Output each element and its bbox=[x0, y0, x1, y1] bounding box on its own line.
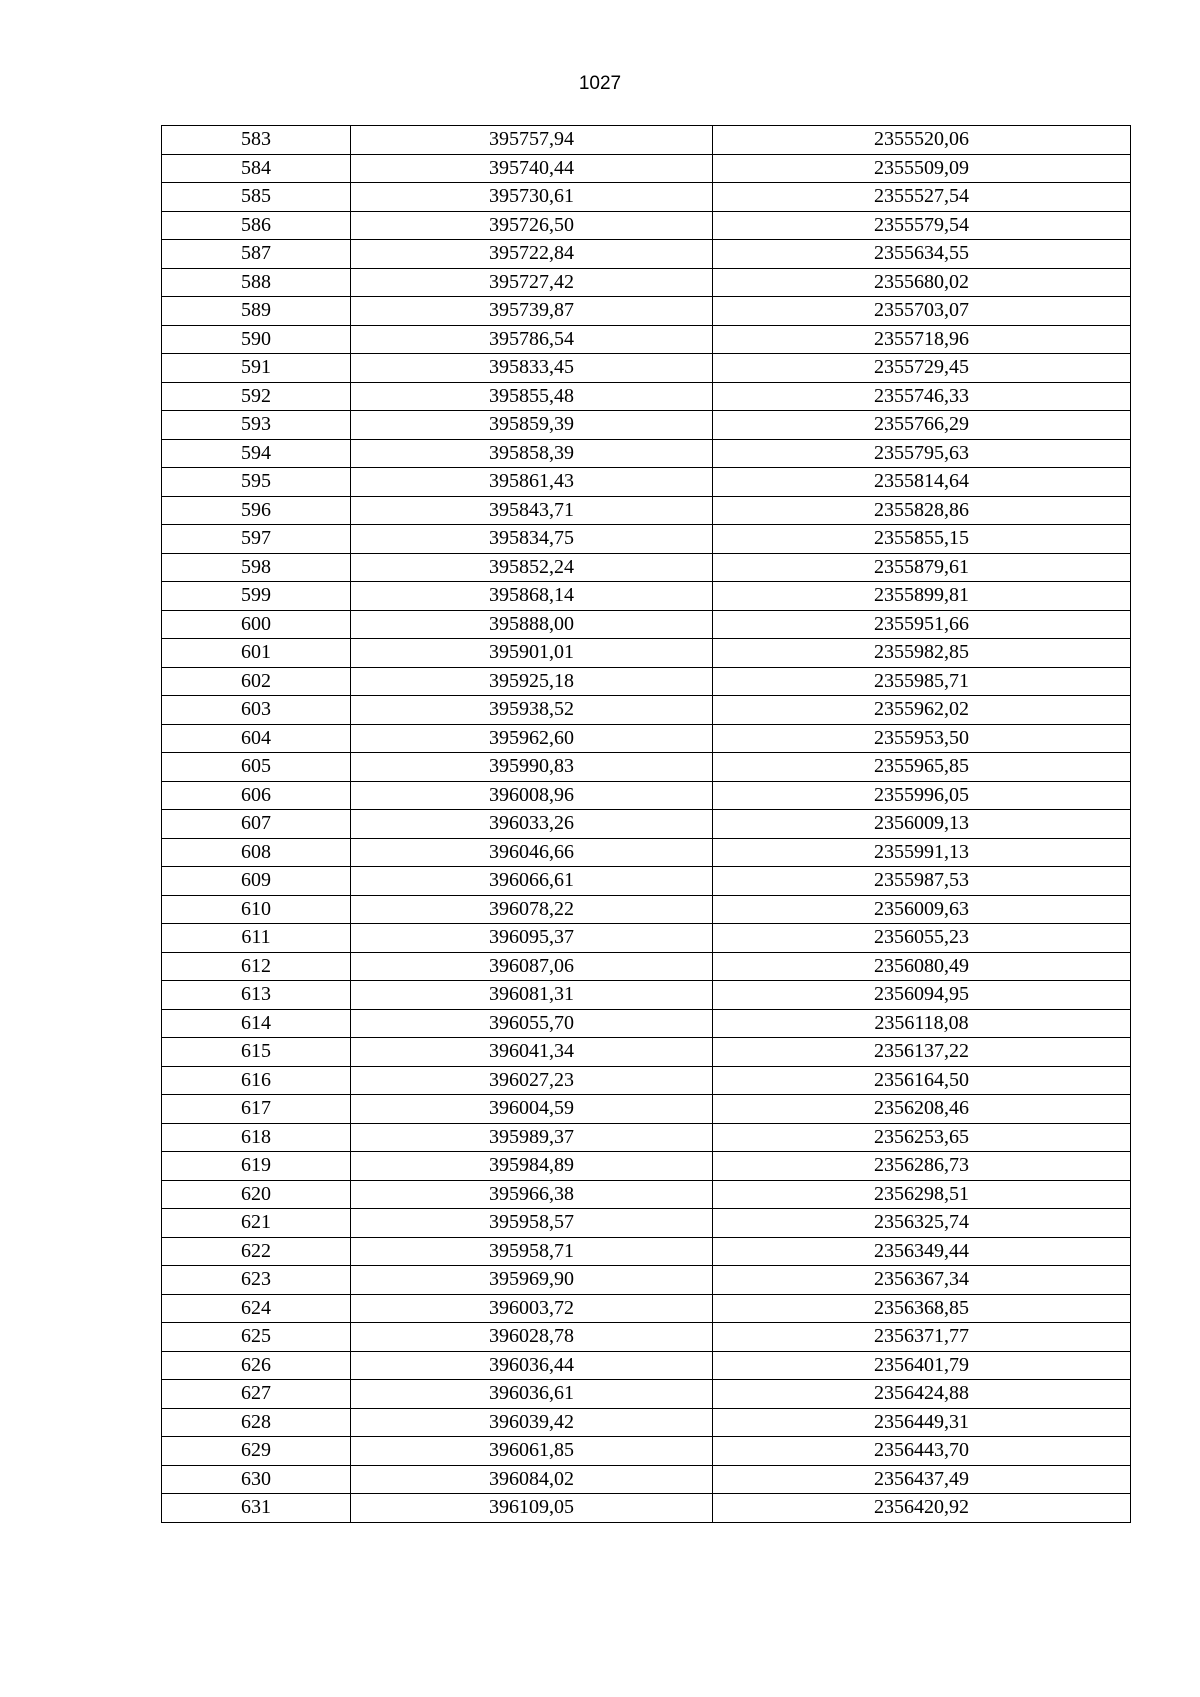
table-row bbox=[162, 1123, 1131, 1152]
table-row bbox=[162, 1209, 1131, 1238]
table-row bbox=[162, 468, 1131, 497]
table-row bbox=[162, 810, 1131, 839]
point-number-cell: 615 bbox=[162, 1038, 351, 1067]
x-coordinate-cell: 396055,70 bbox=[351, 1009, 713, 1038]
table-row bbox=[162, 1294, 1131, 1323]
table-row bbox=[162, 240, 1131, 269]
table-row bbox=[162, 639, 1131, 668]
y-coordinate-cell: 2355991,13 bbox=[713, 838, 1131, 867]
table-row bbox=[162, 1380, 1131, 1409]
y-coordinate-cell: 2356420,92 bbox=[713, 1494, 1131, 1523]
point-number-cell: 630 bbox=[162, 1465, 351, 1494]
x-coordinate-cell: 395989,37 bbox=[351, 1123, 713, 1152]
x-coordinate-cell: 396008,96 bbox=[351, 781, 713, 810]
point-number-cell: 625 bbox=[162, 1323, 351, 1352]
point-number-cell: 628 bbox=[162, 1408, 351, 1437]
y-coordinate-cell: 2356094,95 bbox=[713, 981, 1131, 1010]
y-coordinate-cell: 2355855,15 bbox=[713, 525, 1131, 554]
y-coordinate-cell: 2355879,61 bbox=[713, 553, 1131, 582]
x-coordinate-cell: 395858,39 bbox=[351, 439, 713, 468]
x-coordinate-cell: 396066,61 bbox=[351, 867, 713, 896]
y-coordinate-cell: 2356055,23 bbox=[713, 924, 1131, 953]
x-coordinate-cell: 395722,84 bbox=[351, 240, 713, 269]
x-coordinate-cell: 396095,37 bbox=[351, 924, 713, 953]
x-coordinate-cell: 396046,66 bbox=[351, 838, 713, 867]
point-number-cell: 592 bbox=[162, 382, 351, 411]
y-coordinate-cell: 2355634,55 bbox=[713, 240, 1131, 269]
table-row bbox=[162, 183, 1131, 212]
point-number-cell: 591 bbox=[162, 354, 351, 383]
y-coordinate-cell: 2356009,63 bbox=[713, 895, 1131, 924]
table-row bbox=[162, 1095, 1131, 1124]
table-row bbox=[162, 952, 1131, 981]
x-coordinate-cell: 395969,90 bbox=[351, 1266, 713, 1295]
point-number-cell: 607 bbox=[162, 810, 351, 839]
y-coordinate-cell: 2355729,45 bbox=[713, 354, 1131, 383]
y-coordinate-cell: 2355746,33 bbox=[713, 382, 1131, 411]
table-row bbox=[162, 781, 1131, 810]
point-number-cell: 605 bbox=[162, 753, 351, 782]
y-coordinate-cell: 2356449,31 bbox=[713, 1408, 1131, 1437]
point-number-cell: 594 bbox=[162, 439, 351, 468]
point-number-cell: 609 bbox=[162, 867, 351, 896]
y-coordinate-cell: 2355996,05 bbox=[713, 781, 1131, 810]
table-row bbox=[162, 525, 1131, 554]
table-row bbox=[162, 211, 1131, 240]
y-coordinate-cell: 2356367,34 bbox=[713, 1266, 1131, 1295]
point-number-cell: 603 bbox=[162, 696, 351, 725]
y-coordinate-cell: 2355951,66 bbox=[713, 610, 1131, 639]
x-coordinate-cell: 395730,61 bbox=[351, 183, 713, 212]
table-row bbox=[162, 1237, 1131, 1266]
table-row bbox=[162, 325, 1131, 354]
point-number-cell: 597 bbox=[162, 525, 351, 554]
x-coordinate-cell: 395834,75 bbox=[351, 525, 713, 554]
table-row bbox=[162, 724, 1131, 753]
point-number-cell: 584 bbox=[162, 154, 351, 183]
point-number-cell: 604 bbox=[162, 724, 351, 753]
y-coordinate-cell: 2356349,44 bbox=[713, 1237, 1131, 1266]
table-row bbox=[162, 1152, 1131, 1181]
x-coordinate-cell: 395958,71 bbox=[351, 1237, 713, 1266]
x-coordinate-cell: 395859,39 bbox=[351, 411, 713, 440]
y-coordinate-cell: 2355509,09 bbox=[713, 154, 1131, 183]
y-coordinate-cell: 2356443,70 bbox=[713, 1437, 1131, 1466]
table-row bbox=[162, 895, 1131, 924]
table-row bbox=[162, 1351, 1131, 1380]
point-number-cell: 623 bbox=[162, 1266, 351, 1295]
point-number-cell: 622 bbox=[162, 1237, 351, 1266]
table-row bbox=[162, 838, 1131, 867]
y-coordinate-cell: 2355520,06 bbox=[713, 126, 1131, 155]
y-coordinate-cell: 2355987,53 bbox=[713, 867, 1131, 896]
point-number-cell: 588 bbox=[162, 268, 351, 297]
point-number-cell: 595 bbox=[162, 468, 351, 497]
x-coordinate-cell: 395962,60 bbox=[351, 724, 713, 753]
table-row bbox=[162, 496, 1131, 525]
y-coordinate-cell: 2355828,86 bbox=[713, 496, 1131, 525]
x-coordinate-cell: 395833,45 bbox=[351, 354, 713, 383]
x-coordinate-cell: 395938,52 bbox=[351, 696, 713, 725]
x-coordinate-cell: 395852,24 bbox=[351, 553, 713, 582]
point-number-cell: 589 bbox=[162, 297, 351, 326]
table-row bbox=[162, 753, 1131, 782]
table-row bbox=[162, 553, 1131, 582]
x-coordinate-cell: 396003,72 bbox=[351, 1294, 713, 1323]
point-number-cell: 626 bbox=[162, 1351, 351, 1380]
y-coordinate-cell: 2355814,64 bbox=[713, 468, 1131, 497]
table-row bbox=[162, 411, 1131, 440]
point-number-cell: 599 bbox=[162, 582, 351, 611]
point-number-cell: 590 bbox=[162, 325, 351, 354]
y-coordinate-cell: 2356208,46 bbox=[713, 1095, 1131, 1124]
y-coordinate-cell: 2355527,54 bbox=[713, 183, 1131, 212]
point-number-cell: 587 bbox=[162, 240, 351, 269]
x-coordinate-cell: 396033,26 bbox=[351, 810, 713, 839]
point-number-cell: 614 bbox=[162, 1009, 351, 1038]
table-row bbox=[162, 1266, 1131, 1295]
table-row bbox=[162, 297, 1131, 326]
point-number-cell: 593 bbox=[162, 411, 351, 440]
table-row bbox=[162, 354, 1131, 383]
y-coordinate-cell: 2355982,85 bbox=[713, 639, 1131, 668]
x-coordinate-cell: 395740,44 bbox=[351, 154, 713, 183]
y-coordinate-cell: 2356137,22 bbox=[713, 1038, 1131, 1067]
y-coordinate-cell: 2356325,74 bbox=[713, 1209, 1131, 1238]
x-coordinate-cell: 395855,48 bbox=[351, 382, 713, 411]
y-coordinate-cell: 2355766,29 bbox=[713, 411, 1131, 440]
y-coordinate-cell: 2356401,79 bbox=[713, 1351, 1131, 1380]
point-number-cell: 602 bbox=[162, 667, 351, 696]
table-row bbox=[162, 154, 1131, 183]
x-coordinate-cell: 395966,38 bbox=[351, 1180, 713, 1209]
point-number-cell: 627 bbox=[162, 1380, 351, 1409]
x-coordinate-cell: 395786,54 bbox=[351, 325, 713, 354]
x-coordinate-cell: 396078,22 bbox=[351, 895, 713, 924]
y-coordinate-cell: 2355953,50 bbox=[713, 724, 1131, 753]
y-coordinate-cell: 2356424,88 bbox=[713, 1380, 1131, 1409]
y-coordinate-cell: 2355718,96 bbox=[713, 325, 1131, 354]
y-coordinate-cell: 2356080,49 bbox=[713, 952, 1131, 981]
x-coordinate-cell: 396027,23 bbox=[351, 1066, 713, 1095]
y-coordinate-cell: 2356286,73 bbox=[713, 1152, 1131, 1181]
x-coordinate-cell: 395984,89 bbox=[351, 1152, 713, 1181]
point-number-cell: 585 bbox=[162, 183, 351, 212]
table-row bbox=[162, 981, 1131, 1010]
table-row bbox=[162, 1408, 1131, 1437]
table-row bbox=[162, 667, 1131, 696]
table-row bbox=[162, 1066, 1131, 1095]
y-coordinate-cell: 2356009,13 bbox=[713, 810, 1131, 839]
x-coordinate-cell: 395925,18 bbox=[351, 667, 713, 696]
coordinates-table-body bbox=[162, 126, 1131, 1523]
point-number-cell: 600 bbox=[162, 610, 351, 639]
x-coordinate-cell: 395861,43 bbox=[351, 468, 713, 497]
y-coordinate-cell: 2355985,71 bbox=[713, 667, 1131, 696]
y-coordinate-cell: 2356164,50 bbox=[713, 1066, 1131, 1095]
y-coordinate-cell: 2355795,63 bbox=[713, 439, 1131, 468]
point-number-cell: 596 bbox=[162, 496, 351, 525]
x-coordinate-cell: 396041,34 bbox=[351, 1038, 713, 1067]
y-coordinate-cell: 2356298,51 bbox=[713, 1180, 1131, 1209]
x-coordinate-cell: 395757,94 bbox=[351, 126, 713, 155]
table-row bbox=[162, 582, 1131, 611]
coordinates-table bbox=[161, 125, 1131, 1523]
point-number-cell: 617 bbox=[162, 1095, 351, 1124]
x-coordinate-cell: 396028,78 bbox=[351, 1323, 713, 1352]
x-coordinate-cell: 396004,59 bbox=[351, 1095, 713, 1124]
y-coordinate-cell: 2355703,07 bbox=[713, 297, 1131, 326]
x-coordinate-cell: 396036,61 bbox=[351, 1380, 713, 1409]
x-coordinate-cell: 395990,83 bbox=[351, 753, 713, 782]
table-row bbox=[162, 610, 1131, 639]
table-row bbox=[162, 439, 1131, 468]
table-row bbox=[162, 1323, 1131, 1352]
point-number-cell: 629 bbox=[162, 1437, 351, 1466]
point-number-cell: 631 bbox=[162, 1494, 351, 1523]
x-coordinate-cell: 396087,06 bbox=[351, 952, 713, 981]
y-coordinate-cell: 2356253,65 bbox=[713, 1123, 1131, 1152]
point-number-cell: 606 bbox=[162, 781, 351, 810]
table-row bbox=[162, 1038, 1131, 1067]
table-row bbox=[162, 1180, 1131, 1209]
table-row bbox=[162, 924, 1131, 953]
y-coordinate-cell: 2356118,08 bbox=[713, 1009, 1131, 1038]
point-number-cell: 613 bbox=[162, 981, 351, 1010]
y-coordinate-cell: 2356368,85 bbox=[713, 1294, 1131, 1323]
y-coordinate-cell: 2355899,81 bbox=[713, 582, 1131, 611]
point-number-cell: 608 bbox=[162, 838, 351, 867]
table-row bbox=[162, 382, 1131, 411]
x-coordinate-cell: 395726,50 bbox=[351, 211, 713, 240]
table-row bbox=[162, 1009, 1131, 1038]
y-coordinate-cell: 2355680,02 bbox=[713, 268, 1131, 297]
x-coordinate-cell: 396081,31 bbox=[351, 981, 713, 1010]
point-number-cell: 583 bbox=[162, 126, 351, 155]
point-number-cell: 616 bbox=[162, 1066, 351, 1095]
x-coordinate-cell: 395901,01 bbox=[351, 639, 713, 668]
point-number-cell: 618 bbox=[162, 1123, 351, 1152]
table-row bbox=[162, 1494, 1131, 1523]
point-number-cell: 586 bbox=[162, 211, 351, 240]
x-coordinate-cell: 396084,02 bbox=[351, 1465, 713, 1494]
x-coordinate-cell: 396061,85 bbox=[351, 1437, 713, 1466]
table-row bbox=[162, 1437, 1131, 1466]
point-number-cell: 621 bbox=[162, 1209, 351, 1238]
point-number-cell: 601 bbox=[162, 639, 351, 668]
x-coordinate-cell: 395958,57 bbox=[351, 1209, 713, 1238]
x-coordinate-cell: 395727,42 bbox=[351, 268, 713, 297]
point-number-cell: 624 bbox=[162, 1294, 351, 1323]
x-coordinate-cell: 395843,71 bbox=[351, 496, 713, 525]
x-coordinate-cell: 395868,14 bbox=[351, 582, 713, 611]
table-row bbox=[162, 1465, 1131, 1494]
page-number: 1027 bbox=[578, 73, 622, 94]
y-coordinate-cell: 2355962,02 bbox=[713, 696, 1131, 725]
x-coordinate-cell: 395739,87 bbox=[351, 297, 713, 326]
table-row bbox=[162, 268, 1131, 297]
point-number-cell: 598 bbox=[162, 553, 351, 582]
point-number-cell: 611 bbox=[162, 924, 351, 953]
table-row bbox=[162, 867, 1131, 896]
point-number-cell: 619 bbox=[162, 1152, 351, 1181]
table-row bbox=[162, 126, 1131, 155]
point-number-cell: 620 bbox=[162, 1180, 351, 1209]
point-number-cell: 610 bbox=[162, 895, 351, 924]
x-coordinate-cell: 396039,42 bbox=[351, 1408, 713, 1437]
x-coordinate-cell: 396036,44 bbox=[351, 1351, 713, 1380]
y-coordinate-cell: 2355579,54 bbox=[713, 211, 1131, 240]
y-coordinate-cell: 2356371,77 bbox=[713, 1323, 1131, 1352]
table-row bbox=[162, 696, 1131, 725]
y-coordinate-cell: 2356437,49 bbox=[713, 1465, 1131, 1494]
y-coordinate-cell: 2355965,85 bbox=[713, 753, 1131, 782]
x-coordinate-cell: 395888,00 bbox=[351, 610, 713, 639]
point-number-cell: 612 bbox=[162, 952, 351, 981]
x-coordinate-cell: 396109,05 bbox=[351, 1494, 713, 1523]
